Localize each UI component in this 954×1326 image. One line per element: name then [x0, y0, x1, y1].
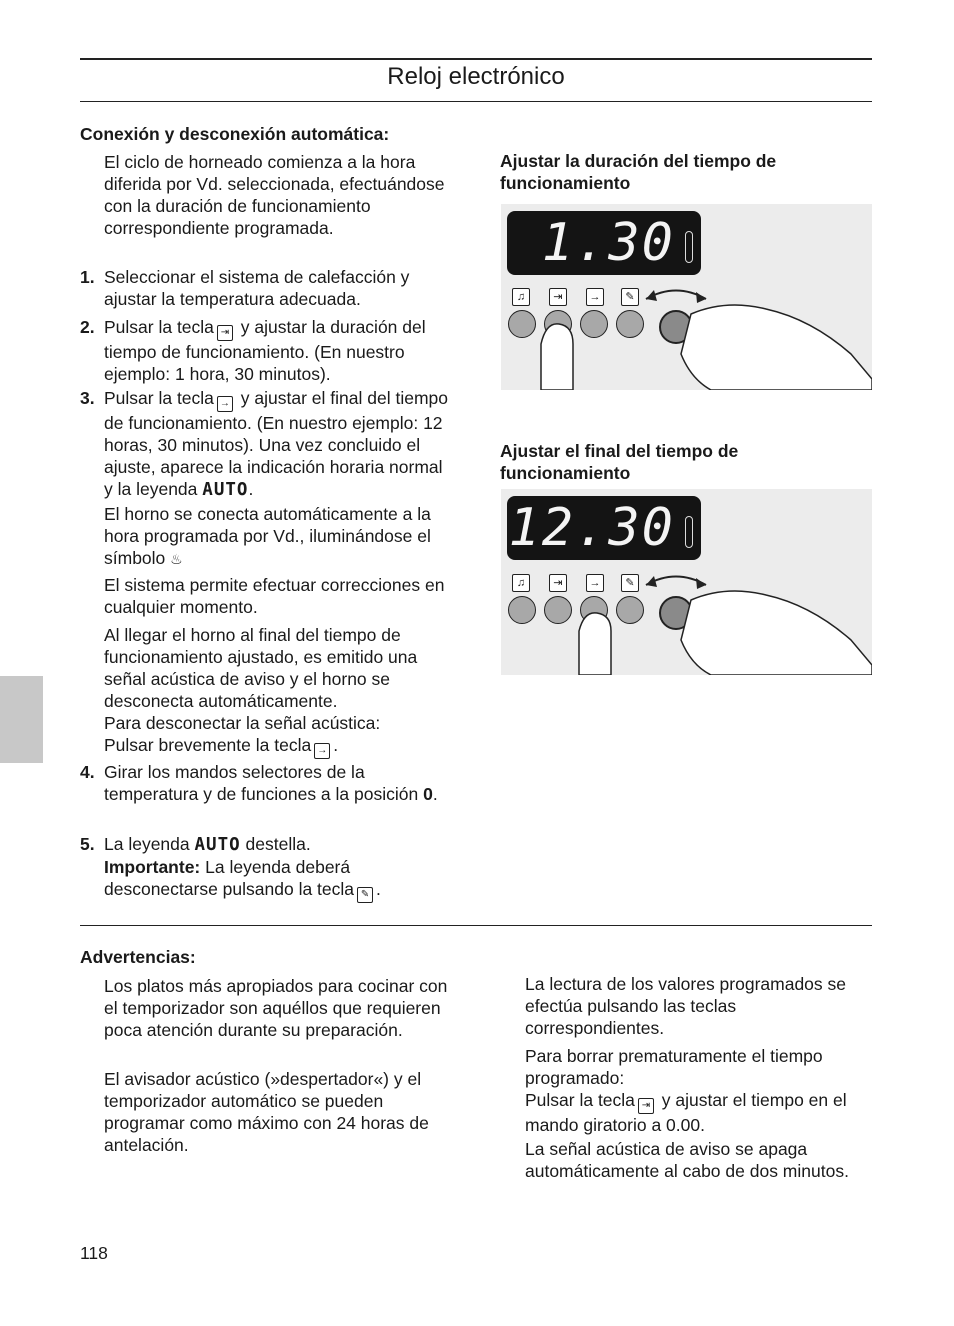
display-digits: 12.30: [508, 498, 675, 558]
duration-key-icon: ⇥: [217, 325, 233, 341]
note-3c-line: Pulsar brevemente la tecla → .: [104, 734, 454, 759]
note-3c: Pulsar brevemente la tecla: [104, 735, 312, 755]
step-number: 3.: [80, 388, 95, 408]
warnings-heading: Advertencias:: [80, 947, 196, 967]
period: .: [248, 479, 254, 499]
auto-key-icon: ✎: [357, 887, 373, 903]
step-2-rest: y ajustar la duración del tiempo de funcionamiento. (En nuestro ejemplo: 1 hora, 30 minutos).: [104, 317, 426, 384]
warnings-right-p3: La señal acústica de aviso se apaga automáticamente al cabo de dos minutos.: [525, 1139, 849, 1181]
step-3-text: [104, 387, 454, 501]
duration-key-icon: ⇥: [638, 1098, 654, 1114]
hand-illustration: [501, 204, 872, 390]
step-4-text: Girar los mandos selectores de la temperatura y de funciones a la posición 0.: [104, 762, 438, 804]
step-number: 1.: [80, 267, 95, 287]
bell-icon: ♫: [512, 574, 530, 592]
auto-label: AUTO: [202, 480, 249, 500]
figure-2: [501, 489, 872, 675]
hand-illustration: [501, 489, 872, 675]
step-number: 2.: [80, 317, 95, 337]
auto-icon: ✎: [621, 574, 639, 592]
side-tab: [0, 676, 43, 763]
duration-icon: ⇥: [549, 574, 567, 592]
warnings-right-p2: [525, 1045, 875, 1136]
section-divider: [80, 925, 872, 926]
warnings-right-p2c: y ajustar el tiempo en el mando giratorio a 0.00.: [525, 1090, 847, 1135]
step-5-lead: La leyenda: [104, 834, 190, 854]
figure-1: [501, 204, 872, 390]
important-text: La leyenda deberá desconectarse pulsando la tecla: [104, 857, 355, 899]
header-rule: [80, 101, 872, 102]
step-5-rest: destella.: [245, 834, 311, 854]
warnings-right-p2b-line: [525, 1089, 875, 1136]
oven-heat-icon: ♨: [170, 551, 183, 567]
warnings-left-p2: El avisador acústico (»despertador«) y el temporizador automático se pueden programar como máximo con 24 horas de antelación.: [104, 1069, 429, 1155]
end-time-icon: →: [586, 288, 604, 306]
step-3-rest: y ajustar el final del tiempo de funcionamiento. (En nuestro ejemplo: 12 horas, 30 minutos). Una vez concluido el ajuste, aparece la indicación horaria normal y la leyenda: [104, 388, 448, 499]
end-time-key-icon: →: [314, 743, 330, 759]
top-rule: [80, 58, 872, 60]
warnings-right-p2b: Pulsar la tecla: [525, 1090, 635, 1110]
figure-1-caption: Ajustar la duración del tiempo de funcionamiento: [500, 151, 777, 193]
page-title: Reloj electrónico: [387, 63, 565, 90]
step-1-text: Seleccionar el sistema de calefacción y ajustar la temperatura adecuada.: [104, 267, 410, 309]
step-2-lead: Pulsar la tecla: [104, 317, 214, 337]
note-2-text: El sistema permite efectuar correcciones en cualquier momento.: [104, 575, 445, 617]
auto-label: AUTO: [194, 835, 241, 855]
step-number: 5.: [80, 834, 95, 854]
end-time-icon: →: [586, 574, 604, 592]
note-3-text: [104, 624, 454, 759]
figure-2-caption: Ajustar el final del tiempo de funcionamiento: [500, 441, 739, 483]
note-3b: Para desconectar la señal acústica:: [104, 713, 381, 733]
note-3a: Al llegar el horno al final del tiempo de funcionamiento ajustado, es emitido una señal acústica de aviso y el horno se desconecta automáticamente.: [104, 625, 418, 711]
bell-icon: ♫: [512, 288, 530, 306]
warnings-right-p1: La lectura de los valores programados se efectúa pulsando las teclas correspondientes.: [525, 974, 847, 1038]
display-digits: 1.30: [541, 213, 675, 273]
warnings-right-p2a: Para borrar prematuramente el tiempo programado:: [525, 1046, 823, 1088]
note-1-text: [104, 503, 454, 570]
step-4-lead: Girar los mandos selectores de la temperatura y de funciones a la posición: [104, 762, 419, 804]
auto-icon: ✎: [621, 288, 639, 306]
note-1: El horno se conecta automáticamente a la hora programada por Vd., iluminándose el símbolo: [104, 504, 431, 568]
duration-icon: ⇥: [549, 288, 567, 306]
warnings-left-p1: Los platos más apropiados para cocinar con el temporizador son aquéllos que requieren poca atención durante su preparación.: [104, 976, 448, 1040]
step-2-text: [104, 316, 454, 385]
page-number: 118: [80, 1243, 108, 1263]
step-5-text: La leyenda AUTO destella. Importante: La leyenda deberá desconectarse pulsando la tecla ✎ .: [104, 833, 454, 903]
step-number: 4.: [80, 762, 95, 782]
section-heading: Conexión y desconexión automática:: [80, 124, 390, 144]
step-3-lead: Pulsar la tecla: [104, 388, 214, 408]
end-time-key-icon: →: [217, 396, 233, 412]
important-label: Importante:: [104, 857, 201, 877]
zero-position: 0: [423, 784, 433, 804]
intro-text: El ciclo de horneado comienza a la hora diferida por Vd. seleccionada, efectuándose con la duración de funcionamiento correspondiente programada.: [104, 152, 445, 238]
